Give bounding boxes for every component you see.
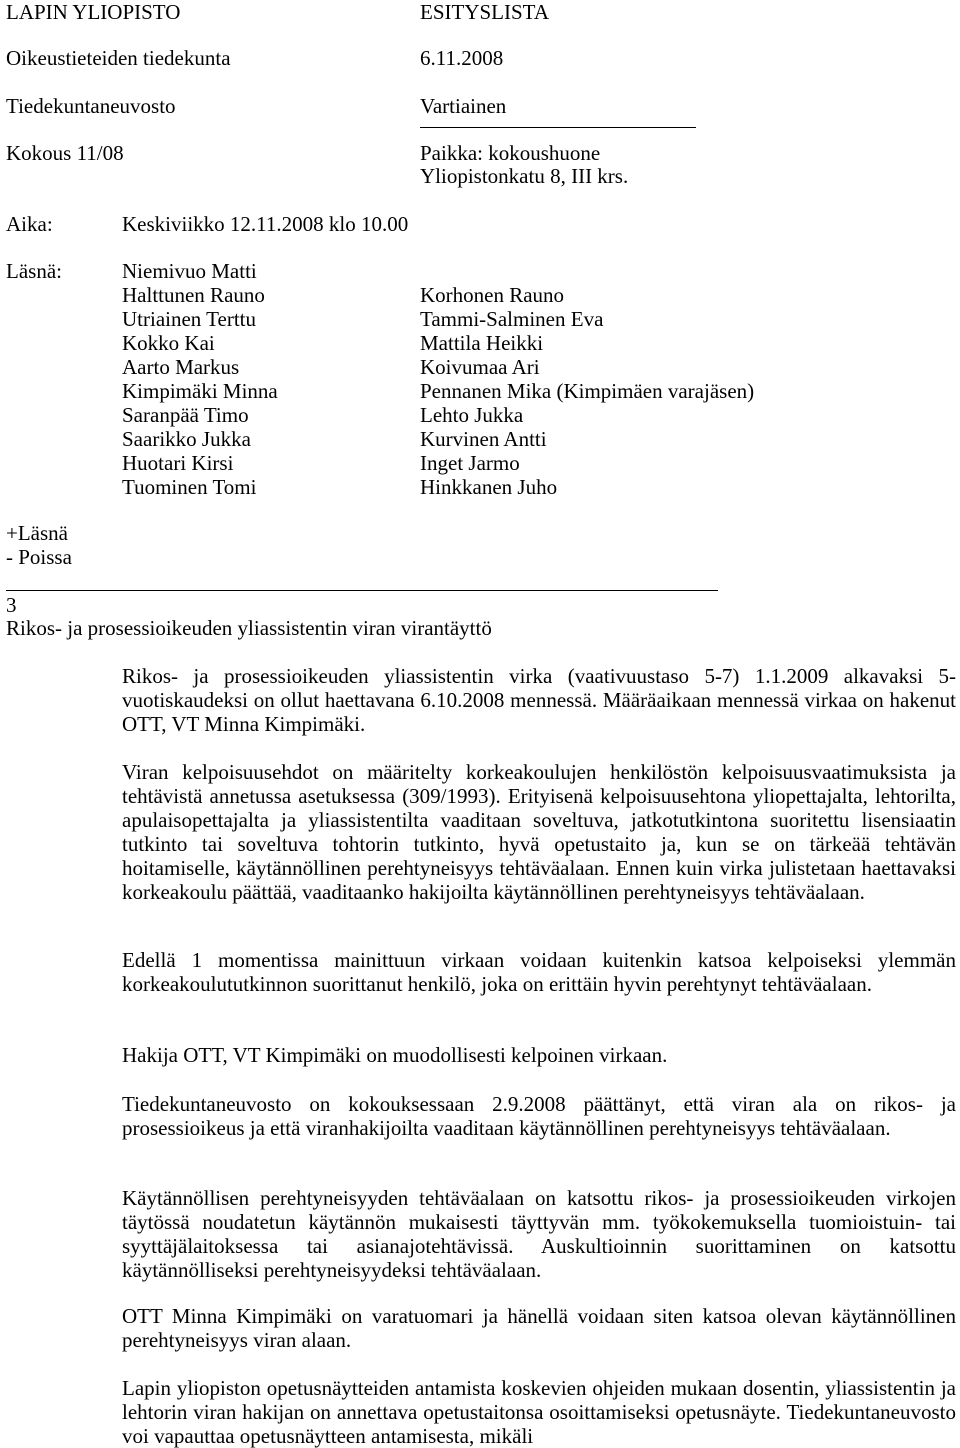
item-paragraph: Edellä 1 momentissa mainittuun virkaan voidaan kuitenkin katsoa kelpoiseksi ylemmän korkeakoulututkinnon suorittanut henkilö, joka on erittäin hyvin perehtynyt tehtäväalaan.: [122, 948, 956, 996]
document-type: ESITYSLISTA: [420, 0, 549, 24]
item-paragraph: OTT Minna Kimpimäki on varatuomari ja hänellä voidaan siten katsoa olevan käytännöllinen perehtyneisyys viran alaan.: [122, 1304, 956, 1352]
item-paragraph: Hakija OTT, VT Kimpimäki on muodollisesti kelpoinen virkaan.: [122, 1043, 668, 1067]
attendance-label: Läsnä:: [6, 259, 62, 283]
attendee-name: Hinkkanen Juho: [420, 475, 558, 499]
attendee-name: Niemivuo Matti: [122, 259, 257, 283]
attendee-name: Lehto Jukka: [420, 403, 524, 427]
meeting-place-line2: Yliopistonkatu 8, III krs.: [420, 164, 629, 188]
attendee-name: Inget Jarmo: [420, 451, 520, 475]
attendee-name: Pennanen Mika (Kimpimäen varajäsen): [420, 379, 755, 403]
university-name: LAPIN YLIOPISTO: [6, 0, 181, 24]
attendee-name: Koivumaa Ari: [420, 355, 540, 379]
item-number: 3: [6, 593, 17, 617]
faculty-name: Oikeustieteiden tiedekunta: [6, 46, 231, 70]
attendee-name: Saranpää Timo: [122, 403, 249, 427]
attendee-name: Korhonen Rauno: [420, 283, 565, 307]
attendee-name: Utriainen Terttu: [122, 307, 257, 331]
section-rule: [6, 590, 718, 591]
attendance-left-column: [122, 259, 278, 499]
item-paragraph: Lapin yliopiston opetusnäytteiden antamista koskevien ohjeiden mukaan dosentin, yliassistentin ja lehtorin viran hakijan on annettava opetustaitonsa osoittamiseksi opetusnäyte. Tiedekuntaneuvosto voi vapauttaa opetusnäytteen antamisesta, mikäli: [122, 1376, 956, 1448]
document-date: 6.11.2008: [420, 46, 504, 70]
attendee-name: Tuominen Tomi: [122, 475, 257, 499]
time-value: Keskiviikko 12.11.2008 klo 10.00: [122, 212, 409, 236]
header-rule: [420, 127, 696, 128]
time-label: Aika:: [6, 212, 53, 236]
item-paragraph: Käytännöllisen perehtyneisyyden tehtäväalaan on katsottu rikos- ja prosessioikeuden virkojen täytössä noudatetun käytännön mukaisesti täyttyvän mm. työkokemuksella tuomioistuin- tai syyttäjälaitoksessa tai asianajotehtävissä. Auskultioinnin suorittaminen on katsottu käytännölliseksi perehtyneisyydeksi tehtäväalaan.: [122, 1186, 956, 1282]
meeting-place-line1: Paikka: kokoushuone: [420, 141, 601, 165]
item-paragraph: Rikos- ja prosessioikeuden yliassistentin virka (vaativuustaso 5-7) 1.1.2009 alkavaksi 5-vuotiskaudeksi on ollut haettavana 6.10.2008 mennessä. Määräaikaan mennessä virkaa on hakenut OTT, VT Minna Kimpimäki.: [122, 664, 956, 736]
absent-label: - Poissa: [6, 545, 72, 569]
attendee-name: Kurvinen Antti: [420, 427, 547, 451]
attendee-name: Aarto Markus: [122, 355, 240, 379]
attendee-name: Mattila Heikki: [420, 331, 544, 355]
reviewer-name: Vartiainen: [420, 94, 507, 118]
plus-present-label: +Läsnä: [6, 521, 68, 545]
attendee-name: Huotari Kirsi: [122, 451, 234, 475]
item-paragraph: Viran kelpoisuusehdot on määritelty korkeakoulujen henkilöstön kelpoisuusvaatimuksista ja tehtävistä annetussa asetuksessa (309/1993). Erityisenä kelpoisuusehtona yliopettajalta, lehtorilta, apulaisopettajalta ja yliassistentilta vaaditaan soveltuva, jatkotutkintona suoritettu lisensiaatin tutkinto tai soveltuva tohtorin tutkinto, hyvä opetustaito ja, kun se on tärkeää tehtävän hoitamiselle, käytännöllinen perehtyneisyys tehtäväalaan. Ennen kuin virka julistetaan haettavaksi korkeakoulu päättää, vaaditaanko hakijoilta käytännöllinen perehtyneisyys tehtäväalaan.: [122, 760, 956, 904]
attendee-name: Halttunen Rauno: [122, 283, 265, 307]
attendee-name: Saarikko Jukka: [122, 427, 251, 451]
attendance-right-column: [420, 283, 754, 499]
item-title: Rikos- ja prosessioikeuden yliassistentin viran virantäyttö: [6, 616, 492, 640]
attendee-name: Kokko Kai: [122, 331, 215, 355]
attendee-name: Kimpimäki Minna: [122, 379, 278, 403]
attendee-name: Tammi-Salminen Eva: [420, 307, 604, 331]
council-name: Tiedekuntaneuvosto: [6, 94, 176, 118]
meeting-number: Kokous 11/08: [6, 141, 124, 165]
item-paragraph: Tiedekuntaneuvosto on kokouksessaan 2.9.2008 päättänyt, että viran ala on rikos- ja prosessioikeus ja että viranhakijoilta vaaditaan käytännöllinen perehtyneisyys tehtäväalaan.: [122, 1092, 956, 1140]
